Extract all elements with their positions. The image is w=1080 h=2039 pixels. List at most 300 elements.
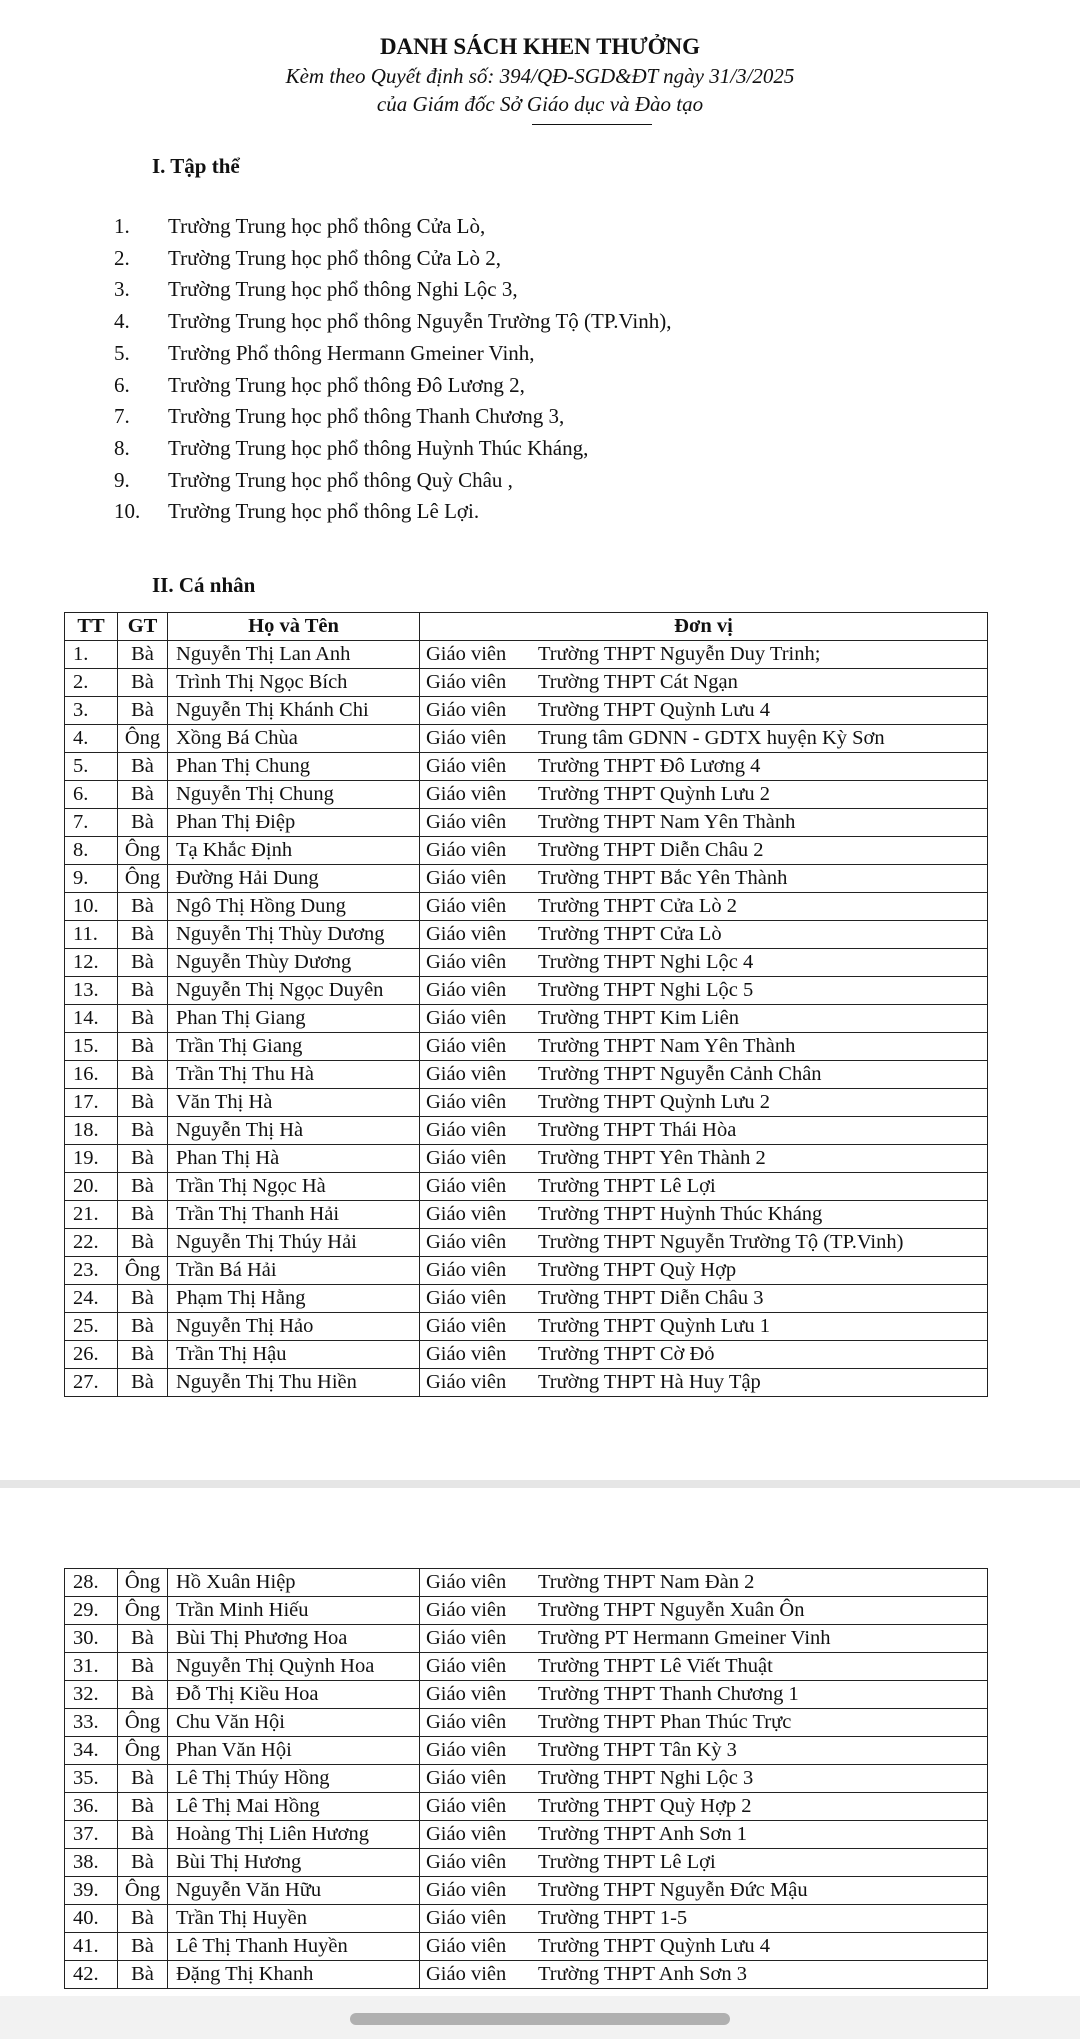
cell-name: Chu Văn Hội xyxy=(168,1709,420,1737)
cell-unit xyxy=(420,1117,988,1145)
table-row xyxy=(65,1821,988,1849)
table-row xyxy=(65,641,988,669)
table-row xyxy=(65,1201,988,1229)
cell-unit xyxy=(420,1313,988,1341)
cell-tt: 29. xyxy=(65,1597,118,1625)
cell-school: Trường THPT Nghi Lộc 4 xyxy=(538,951,754,973)
cell-unit xyxy=(420,1849,988,1877)
cell-gt: Ông xyxy=(118,1709,168,1737)
cell-gt: Bà xyxy=(118,1625,168,1653)
cell-name: Hồ Xuân Hiệp xyxy=(168,1569,420,1597)
cell-gt: Ông xyxy=(118,1877,168,1905)
cell-unit xyxy=(420,1569,988,1597)
cell-name: Nguyễn Thị Thúy Hải xyxy=(168,1229,420,1257)
cell-tt: 7. xyxy=(65,809,118,837)
cell-name: Văn Thị Hà xyxy=(168,1089,420,1117)
cell-tt: 41. xyxy=(65,1933,118,1961)
list-item-text: Trường Trung học phổ thông Đô Lương 2, xyxy=(168,372,525,397)
table-row xyxy=(65,1005,988,1033)
cell-gt: Bà xyxy=(118,1653,168,1681)
cell-unit xyxy=(420,1933,988,1961)
cell-role: Giáo viên xyxy=(426,1571,507,1593)
cell-school: Trường THPT Quỳ Hợp 2 xyxy=(538,1795,752,1817)
cell-role: Giáo viên xyxy=(426,1203,507,1225)
cell-gt: Bà xyxy=(118,1089,168,1117)
cell-role: Giáo viên xyxy=(426,1343,507,1365)
cell-tt: 8. xyxy=(65,837,118,865)
table-row xyxy=(65,1737,988,1765)
cell-tt: 38. xyxy=(65,1849,118,1877)
cell-gt: Bà xyxy=(118,1681,168,1709)
home-indicator[interactable] xyxy=(350,2013,730,2025)
cell-gt: Bà xyxy=(118,1369,168,1397)
cell-name: Trần Thị Thu Hà xyxy=(168,1061,420,1089)
cell-gt: Bà xyxy=(118,1033,168,1061)
cell-gt: Ông xyxy=(118,1569,168,1597)
cell-tt: 2. xyxy=(65,669,118,697)
cell-gt: Bà xyxy=(118,1229,168,1257)
cell-name: Hoàng Thị Liên Hương xyxy=(168,1821,420,1849)
cell-school: Trường THPT Thanh Chương 1 xyxy=(538,1683,799,1705)
table-row xyxy=(65,1765,988,1793)
cell-role: Giáo viên xyxy=(426,1907,507,1929)
cell-unit xyxy=(420,1201,988,1229)
list-item-text: Trường Trung học phổ thông Nghi Lộc 3, xyxy=(168,277,518,302)
cell-gt: Bà xyxy=(118,1961,168,1989)
cell-unit xyxy=(420,1821,988,1849)
list-item-text: Trường Trung học phổ thông Nguyễn Trường Tộ (TP.Vinh), xyxy=(168,309,672,334)
cell-role: Giáo viên xyxy=(426,755,507,777)
issuer-line: của Giám đốc Sở Giáo dục và Đào tạo xyxy=(376,92,704,116)
cell-name: Trình Thị Ngọc Bích xyxy=(168,669,420,697)
cell-name: Nguyễn Thùy Dương xyxy=(168,949,420,977)
cell-role: Giáo viên xyxy=(426,783,507,805)
table-row xyxy=(65,1681,988,1709)
table-row xyxy=(65,1709,988,1737)
cell-school: Trường THPT Hà Huy Tập xyxy=(538,1371,761,1393)
cell-tt: 14. xyxy=(65,1005,118,1033)
table-row xyxy=(65,1793,988,1821)
table-row xyxy=(65,781,988,809)
cell-gt: Bà xyxy=(118,1765,168,1793)
list-item-number: 3. xyxy=(114,277,130,302)
cell-school: Trường THPT Lê Lợi xyxy=(538,1851,716,1873)
list-item-number: 1. xyxy=(114,214,130,238)
table-row xyxy=(65,1313,988,1341)
cell-name: Nguyễn Thị Hảo xyxy=(168,1313,420,1341)
cell-gt: Ông xyxy=(118,1597,168,1625)
list-item-number: 5. xyxy=(114,340,130,365)
cell-tt: 15. xyxy=(65,1033,118,1061)
cell-tt: 22. xyxy=(65,1229,118,1257)
cell-name: Phan Thị Giang xyxy=(168,1005,420,1033)
cell-role: Giáo viên xyxy=(426,1091,507,1113)
cell-role: Giáo viên xyxy=(426,1879,507,1901)
table-row xyxy=(65,1145,988,1173)
list-item-number: 7. xyxy=(114,404,130,429)
table-row xyxy=(65,1173,988,1201)
cell-name: Trần Bá Hải xyxy=(168,1257,420,1285)
cell-gt: Bà xyxy=(118,1933,168,1961)
cell-unit xyxy=(420,1737,988,1765)
cell-tt: 39. xyxy=(65,1877,118,1905)
table-row xyxy=(65,1625,988,1653)
cell-role: Giáo viên xyxy=(426,1175,507,1197)
cell-unit xyxy=(420,1681,988,1709)
cell-role: Giáo viên xyxy=(426,1259,507,1281)
cell-gt: Bà xyxy=(118,781,168,809)
table-row xyxy=(65,809,988,837)
cell-school: Trường THPT Nam Yên Thành xyxy=(538,1035,796,1057)
cell-school: Trường THPT Nguyễn Trường Tộ (TP.Vinh) xyxy=(538,1231,904,1253)
cell-role: Giáo viên xyxy=(426,1627,507,1649)
cell-school: Trung tâm GDNN - GDTX huyện Kỳ Sơn xyxy=(538,727,885,749)
cell-school: Trường THPT Nguyễn Đức Mậu xyxy=(538,1879,808,1901)
cell-school: Trường THPT Nghi Lộc 3 xyxy=(538,1767,754,1789)
cell-unit xyxy=(420,809,988,837)
cell-gt: Bà xyxy=(118,641,168,669)
cell-unit xyxy=(420,921,988,949)
cell-gt: Bà xyxy=(118,1313,168,1341)
cell-school: Trường THPT Quỳnh Lưu 2 xyxy=(538,783,771,805)
cell-name: Phạm Thị Hằng xyxy=(168,1285,420,1313)
table-row xyxy=(65,1285,988,1313)
page-break xyxy=(0,1480,1080,1488)
cell-school: Trường THPT Đô Lương 4 xyxy=(538,755,761,777)
cell-name: Phan Thị Chung xyxy=(168,753,420,781)
cell-gt: Bà xyxy=(118,893,168,921)
cell-school: Trường THPT 1-5 xyxy=(538,1907,688,1929)
cell-tt: 3. xyxy=(65,697,118,725)
list-item-number: 9. xyxy=(114,467,130,492)
cell-name: Trần Thị Huyền xyxy=(168,1905,420,1933)
cell-unit xyxy=(420,1089,988,1117)
cell-school: Trường THPT Anh Sơn 1 xyxy=(538,1823,748,1845)
cell-tt: 11. xyxy=(65,921,118,949)
cell-role: Giáo viên xyxy=(426,1063,507,1085)
cell-name: Nguyễn Văn Hữu xyxy=(168,1877,420,1905)
cell-gt: Bà xyxy=(118,809,168,837)
cell-role: Giáo viên xyxy=(426,839,507,861)
cell-role: Giáo viên xyxy=(426,1287,507,1309)
cell-school: Trường THPT Nguyễn Cảnh Chân xyxy=(538,1063,822,1085)
cell-role: Giáo viên xyxy=(426,1655,507,1677)
cell-role: Giáo viên xyxy=(426,1795,507,1817)
header-name: Họ và Tên xyxy=(168,613,420,641)
cell-school: Trường THPT Cửa Lò 2 xyxy=(538,895,737,917)
table-header-row xyxy=(65,613,988,641)
header-tt: TT xyxy=(65,613,118,641)
cell-unit xyxy=(420,1765,988,1793)
list-item-text: Trường Trung học phổ thông Thanh Chương 3, xyxy=(168,404,565,429)
individuals-table-continued xyxy=(64,1568,988,1989)
list-item-number: 10. xyxy=(114,499,141,524)
list-item-text: Trường Trung học phổ thông Quỳ Châu , xyxy=(168,467,513,492)
cell-name: Trần Minh Hiếu xyxy=(168,1597,420,1625)
cell-gt: Bà xyxy=(118,1005,168,1033)
cell-role: Giáo viên xyxy=(426,671,507,693)
table-row xyxy=(65,837,988,865)
cell-tt: 6. xyxy=(65,781,118,809)
cell-name: Ngô Thị Hồng Dung xyxy=(168,893,420,921)
list-item-number: 2. xyxy=(114,245,130,270)
cell-name: Nguyễn Thị Chung xyxy=(168,781,420,809)
cell-tt: 34. xyxy=(65,1737,118,1765)
list-item-text: Trường Trung học phổ thông Lê Lợi. xyxy=(168,499,480,524)
table-row xyxy=(65,725,988,753)
cell-name: Nguyễn Thị Lan Anh xyxy=(168,641,420,669)
cell-role: Giáo viên xyxy=(426,1147,507,1169)
cell-gt: Bà xyxy=(118,697,168,725)
cell-school: Trường THPT Cát Ngạn xyxy=(538,671,738,693)
cell-school: Trường THPT Nguyễn Xuân Ôn xyxy=(538,1599,805,1621)
table-row xyxy=(65,977,988,1005)
cell-unit xyxy=(420,1257,988,1285)
cell-name: Nguyễn Thị Quỳnh Hoa xyxy=(168,1653,420,1681)
cell-unit xyxy=(420,1033,988,1061)
cell-tt: 10. xyxy=(65,893,118,921)
cell-name: Trần Thị Thanh Hải xyxy=(168,1201,420,1229)
cell-school: Trường THPT Quỳnh Lưu 4 xyxy=(538,1935,771,1957)
cell-role: Giáo viên xyxy=(426,923,507,945)
individuals-table xyxy=(64,612,988,1397)
cell-tt: 13. xyxy=(65,977,118,1005)
cell-name: Bùi Thị Hương xyxy=(168,1849,420,1877)
cell-unit xyxy=(420,1905,988,1933)
cell-name: Đường Hải Dung xyxy=(168,865,420,893)
cell-role: Giáo viên xyxy=(426,1767,507,1789)
cell-unit xyxy=(420,1793,988,1821)
cell-tt: 5. xyxy=(65,753,118,781)
cell-name: Xồng Bá Chùa xyxy=(168,725,420,753)
cell-role: Giáo viên xyxy=(426,1599,507,1621)
cell-tt: 40. xyxy=(65,1905,118,1933)
cell-school: Trường THPT Quỳnh Lưu 2 xyxy=(538,1091,771,1113)
cell-role: Giáo viên xyxy=(426,1935,507,1957)
cell-gt: Ông xyxy=(118,865,168,893)
cell-role: Giáo viên xyxy=(426,811,507,833)
cell-name: Phan Thị Hà xyxy=(168,1145,420,1173)
cell-tt: 26. xyxy=(65,1341,118,1369)
cell-unit xyxy=(420,1341,988,1369)
table-row xyxy=(65,1229,988,1257)
cell-school: Trường THPT Thái Hòa xyxy=(538,1119,737,1141)
cell-name: Trần Thị Ngọc Hà xyxy=(168,1173,420,1201)
cell-unit xyxy=(420,1653,988,1681)
cell-unit xyxy=(420,641,988,669)
list-item-number: 8. xyxy=(114,435,130,460)
cell-name: Nguyễn Thị Thu Hiền xyxy=(168,1369,420,1397)
cell-role: Giáo viên xyxy=(426,1035,507,1057)
cell-tt: 33. xyxy=(65,1709,118,1737)
cell-gt: Bà xyxy=(118,921,168,949)
cell-role: Giáo viên xyxy=(426,895,507,917)
table-row xyxy=(65,1905,988,1933)
cell-school: Trường PT Hermann Gmeiner Vinh xyxy=(538,1627,831,1649)
cell-school: Trường THPT Cờ Đỏ xyxy=(538,1343,715,1365)
cell-tt: 36. xyxy=(65,1793,118,1821)
table-row xyxy=(65,669,988,697)
cell-unit xyxy=(420,725,988,753)
cell-tt: 42. xyxy=(65,1961,118,1989)
cell-gt: Bà xyxy=(118,1905,168,1933)
cell-unit xyxy=(420,1709,988,1737)
cell-gt: Bà xyxy=(118,1173,168,1201)
cell-name: Nguyễn Thị Khánh Chi xyxy=(168,697,420,725)
cell-role: Giáo viên xyxy=(426,951,507,973)
cell-gt: Bà xyxy=(118,1145,168,1173)
cell-gt: Bà xyxy=(118,949,168,977)
list-item-number: 4. xyxy=(114,309,130,334)
table-row xyxy=(65,1961,988,1989)
cell-role: Giáo viên xyxy=(426,1119,507,1141)
cell-school: Trường THPT Bắc Yên Thành xyxy=(538,867,788,889)
cell-school: Trường THPT Nghi Lộc 5 xyxy=(538,979,754,1001)
cell-name: Nguyễn Thị Thùy Dương xyxy=(168,921,420,949)
table-row xyxy=(65,1597,988,1625)
cell-name: Đặng Thị Khanh xyxy=(168,1961,420,1989)
cell-school: Trường THPT Yên Thành 2 xyxy=(538,1147,766,1169)
header-gt: GT xyxy=(118,613,168,641)
document-title: DANH SÁCH KHEN THƯỞNG xyxy=(379,34,701,59)
cell-name: Tạ Khắc Định xyxy=(168,837,420,865)
cell-school: Trường THPT Cửa Lò xyxy=(538,923,722,945)
cell-unit xyxy=(420,949,988,977)
table-row xyxy=(65,697,988,725)
cell-role: Giáo viên xyxy=(426,1711,507,1733)
cell-tt: 30. xyxy=(65,1625,118,1653)
cell-unit xyxy=(420,1961,988,1989)
table-row xyxy=(65,753,988,781)
cell-unit xyxy=(420,1369,988,1397)
cell-role: Giáo viên xyxy=(426,979,507,1001)
cell-tt: 21. xyxy=(65,1201,118,1229)
cell-role: Giáo viên xyxy=(426,727,507,749)
cell-name: Đỗ Thị Kiều Hoa xyxy=(168,1681,420,1709)
table-row xyxy=(65,1569,988,1597)
cell-school: Trường THPT Huỳnh Thúc Kháng xyxy=(538,1203,823,1225)
cell-unit xyxy=(420,781,988,809)
cell-tt: 17. xyxy=(65,1089,118,1117)
cell-tt: 19. xyxy=(65,1145,118,1173)
cell-name: Nguyễn Thị Hà xyxy=(168,1117,420,1145)
table-row xyxy=(65,865,988,893)
table-row xyxy=(65,949,988,977)
cell-gt: Bà xyxy=(118,1201,168,1229)
cell-role: Giáo viên xyxy=(426,699,507,721)
cell-unit xyxy=(420,1597,988,1625)
header-underline xyxy=(532,124,652,125)
cell-role: Giáo viên xyxy=(426,1851,507,1873)
cell-gt: Bà xyxy=(118,1285,168,1313)
cell-unit xyxy=(420,1173,988,1201)
cell-school: Trường THPT Anh Sơn 3 xyxy=(538,1963,748,1985)
cell-tt: 9. xyxy=(65,865,118,893)
cell-school: Trường THPT Diễn Châu 3 xyxy=(538,1287,764,1309)
cell-tt: 1. xyxy=(65,641,118,669)
table-row xyxy=(65,1089,988,1117)
cell-role: Giáo viên xyxy=(426,1963,507,1985)
cell-tt: 12. xyxy=(65,949,118,977)
cell-tt: 20. xyxy=(65,1173,118,1201)
cell-gt: Bà xyxy=(118,1849,168,1877)
cell-tt: 4. xyxy=(65,725,118,753)
cell-gt: Bà xyxy=(118,669,168,697)
cell-unit xyxy=(420,893,988,921)
header-unit: Đơn vị xyxy=(420,613,988,641)
table-row xyxy=(65,893,988,921)
cell-role: Giáo viên xyxy=(426,1683,507,1705)
cell-tt: 37. xyxy=(65,1821,118,1849)
cell-tt: 16. xyxy=(65,1061,118,1089)
table-row xyxy=(65,1033,988,1061)
cell-tt: 32. xyxy=(65,1681,118,1709)
table-row xyxy=(65,921,988,949)
list-item-text: Trường Phổ thông Hermann Gmeiner Vinh, xyxy=(168,340,535,365)
table-row xyxy=(65,1341,988,1369)
cell-school: Trường THPT Quỳnh Lưu 4 xyxy=(538,699,771,721)
cell-school: Trường THPT Lê Lợi xyxy=(538,1175,716,1197)
table-row xyxy=(65,1877,988,1905)
table-row xyxy=(65,1933,988,1961)
table-row xyxy=(65,1257,988,1285)
cell-name: Lê Thị Mai Hồng xyxy=(168,1793,420,1821)
cell-tt: 25. xyxy=(65,1313,118,1341)
cell-gt: Ông xyxy=(118,725,168,753)
cell-tt: 23. xyxy=(65,1257,118,1285)
cell-gt: Bà xyxy=(118,1793,168,1821)
list-item-text: Trường Trung học phổ thông Huỳnh Thúc Kháng, xyxy=(168,435,589,460)
cell-school: Trường THPT Tân Kỳ 3 xyxy=(538,1739,737,1761)
cell-unit xyxy=(420,1285,988,1313)
cell-school: Trường THPT Nguyễn Duy Trinh; xyxy=(538,643,821,665)
cell-gt: Ông xyxy=(118,837,168,865)
cell-unit xyxy=(420,753,988,781)
cell-tt: 31. xyxy=(65,1653,118,1681)
cell-unit xyxy=(420,977,988,1005)
cell-gt: Bà xyxy=(118,753,168,781)
cell-school: Trường THPT Nam Yên Thành xyxy=(538,811,796,833)
cell-gt: Bà xyxy=(118,1341,168,1369)
section-individual-title: II. Cá nhân xyxy=(152,573,256,597)
list-item-number: 6. xyxy=(114,372,130,397)
decision-reference: Kèm theo Quyết định số: 394/QĐ-SGD&ĐT ngày 31/3/2025 xyxy=(285,64,795,88)
table-row xyxy=(65,1061,988,1089)
cell-name: Trần Thị Giang xyxy=(168,1033,420,1061)
cell-role: Giáo viên xyxy=(426,643,507,665)
cell-tt: 28. xyxy=(65,1569,118,1597)
cell-school: Trường THPT Quỳnh Lưu 1 xyxy=(538,1315,771,1337)
cell-unit xyxy=(420,1625,988,1653)
cell-school: Trường THPT Nam Đàn 2 xyxy=(538,1571,755,1593)
table-row xyxy=(65,1849,988,1877)
table-row xyxy=(65,1653,988,1681)
cell-tt: 35. xyxy=(65,1765,118,1793)
cell-gt: Ông xyxy=(118,1737,168,1765)
cell-school: Trường THPT Diễn Châu 2 xyxy=(538,839,764,861)
cell-role: Giáo viên xyxy=(426,1315,507,1337)
cell-unit xyxy=(420,1229,988,1257)
table-row xyxy=(65,1369,988,1397)
cell-unit xyxy=(420,1061,988,1089)
cell-unit xyxy=(420,1877,988,1905)
cell-name: Nguyễn Thị Ngọc Duyên xyxy=(168,977,420,1005)
cell-unit xyxy=(420,697,988,725)
cell-gt: Ông xyxy=(118,1257,168,1285)
cell-unit xyxy=(420,1005,988,1033)
cell-school: Trường THPT Quỳ Hợp xyxy=(538,1259,737,1281)
cell-gt: Bà xyxy=(118,1117,168,1145)
